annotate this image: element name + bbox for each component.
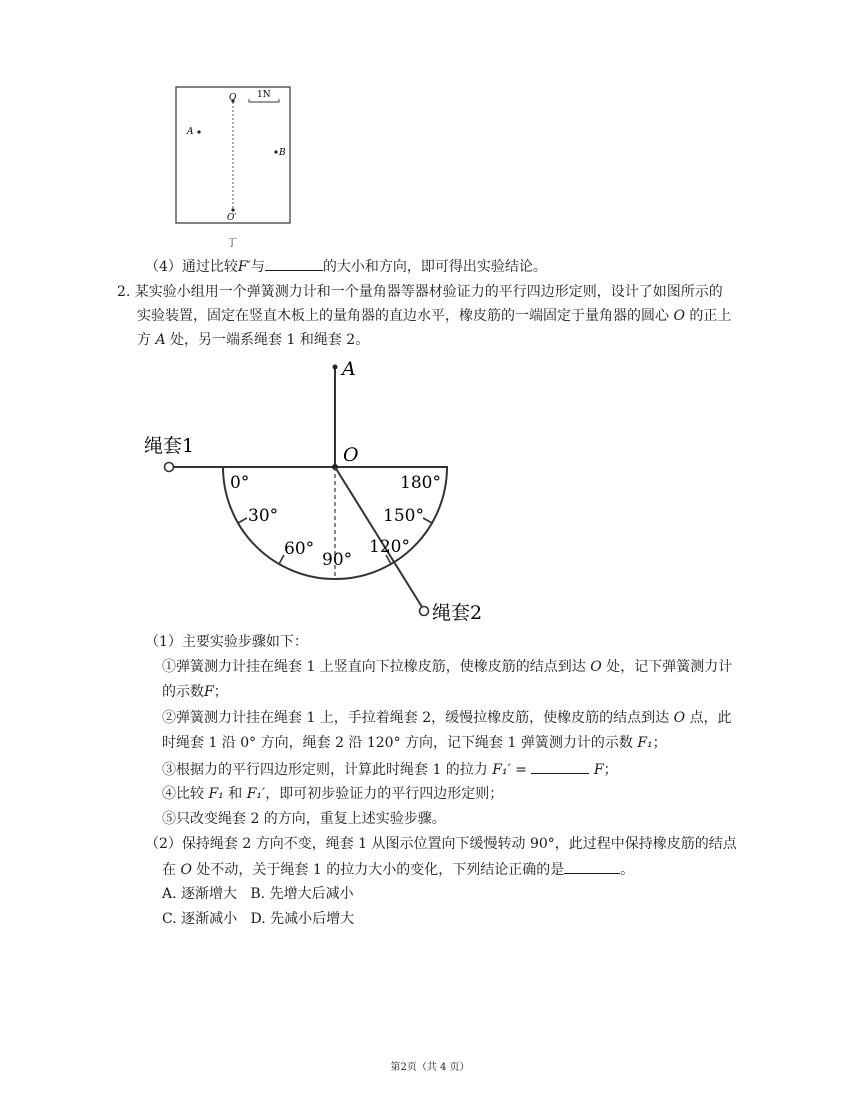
label-B: B	[279, 148, 286, 158]
scale-label: 1N	[257, 90, 271, 100]
symbol-F1: F₁	[637, 735, 653, 751]
tick-30	[238, 518, 247, 523]
symbol-O: O	[590, 659, 602, 675]
tick-150	[423, 518, 432, 523]
angle-120: 120°	[369, 537, 410, 557]
step2-line2	[162, 733, 667, 753]
rope1-ring	[165, 463, 174, 472]
q2-intro-line2-a: 实验装置，固定在竖直木板上的量角器的直边水平，橡皮筋的一端固定于量角器的圆心	[137, 308, 669, 324]
symbol-F: F	[593, 762, 604, 778]
q2-intro-line3	[137, 330, 369, 350]
part2-text-b: 处不动，关于绳套 1 的拉力大小的变化，下列结论正确的是	[196, 862, 565, 878]
point-A	[197, 130, 200, 133]
symbol-O: O	[673, 710, 686, 726]
step1-line1	[162, 657, 732, 677]
step2-text-a: ②弹簧测力计挂在绳套 1 上，手拉着绳套 2，缓慢拉橡皮筋，使橡皮筋的结点到达	[162, 710, 670, 726]
q2-intro-line3-a: 方	[137, 332, 151, 348]
answer-blank-2[interactable]	[531, 759, 589, 774]
symbol-F: F	[204, 684, 214, 700]
step3-end: ；	[603, 762, 618, 778]
rope1-label: 绳套1	[144, 435, 195, 457]
symbol-F-prime: F′	[237, 259, 251, 275]
symbol-F1: F₁	[208, 786, 224, 802]
step4-and: 和	[228, 786, 243, 802]
step1-end: ；	[213, 684, 228, 700]
q1-part4-text-after: 的大小和方向，即可得出实验结论。	[322, 259, 547, 275]
step4-text-b: ，即可初步验证力的平行四边形定则；	[265, 786, 504, 802]
step2-end: ；	[652, 735, 667, 751]
angle-30: 30°	[248, 506, 279, 526]
q1-part4-text-mid: 与	[250, 259, 265, 275]
step3	[162, 759, 618, 780]
step4	[162, 784, 503, 804]
point-B	[274, 150, 277, 153]
figure-ding	[170, 82, 300, 252]
protractor-drawing	[140, 355, 510, 630]
step2-line1	[162, 708, 732, 728]
figure-ding-drawing	[170, 82, 300, 252]
page-footer: 第2页（共 4 页）	[390, 1062, 470, 1073]
part2-line2	[162, 859, 634, 880]
step1-text-b: 处，记下弹簧测力计	[606, 659, 733, 675]
step1-text-c: 的示数	[162, 684, 204, 700]
option-b[interactable]: B. 先增大后减小	[250, 886, 354, 902]
label-O: O	[343, 444, 359, 466]
options-row2	[162, 909, 354, 929]
rope2-ring	[420, 607, 429, 616]
step2-text-c: 时绳套 1 沿 0° 方向，绳套 2 沿 120° 方向，记下绳套 1 弹簧测力计的示数	[162, 735, 633, 751]
answer-blank-1[interactable]	[265, 256, 323, 271]
option-a[interactable]: A. 逐渐增大	[162, 886, 238, 902]
angle-180: 180°	[400, 473, 441, 493]
q2-intro-line2-b: 的正上	[689, 308, 732, 324]
label-A: A	[187, 127, 194, 137]
option-c[interactable]: C. 逐渐减小	[162, 911, 238, 927]
angle-0: 0°	[230, 473, 250, 493]
point-O-prime	[231, 208, 234, 211]
symbol-F1-prime: F₁′	[246, 786, 266, 802]
q1-part4	[145, 256, 547, 277]
label-O: O	[229, 93, 237, 103]
angle-60: 60°	[284, 539, 315, 559]
options-row1	[162, 884, 354, 904]
angle-90: 90°	[322, 550, 353, 570]
symbol-A: A	[155, 332, 166, 348]
step3-equals: =	[515, 762, 527, 778]
step5: ⑤只改变绳套 2 的方向，重复上述实验步骤。	[162, 811, 446, 827]
rope2-label: 绳套2	[432, 602, 483, 624]
label-O-prime: O′	[227, 213, 237, 223]
q1-part4-text-before: （4）通过比较	[145, 259, 238, 275]
step3-text-a: ③根据力的平行四边形定则，计算此时绳套 1 的拉力	[162, 762, 488, 778]
q2-intro-line1: 2. 某实验小组用一个弹簧测力计和一个量角器等器材验证力的平行四边形定则，设计了如图所示的	[117, 284, 723, 300]
symbol-O: O	[180, 862, 192, 878]
q2-intro-line2	[137, 306, 731, 326]
option-d[interactable]: D. 先减小后增大	[250, 911, 355, 927]
part2-line1: （2）保持绳套 2 方向不变，绳套 1 从图示位置向下缓慢转动 90°，此过程中保持橡皮筋的结点	[145, 836, 737, 852]
step1-text-a: ①弹簧测力计挂在绳套 1 上竖直向下拉橡皮筋，使橡皮筋的结点到达	[162, 659, 586, 675]
figure-caption: 丁	[227, 238, 237, 249]
part2-end: 。	[620, 862, 635, 878]
protractor-figure	[140, 355, 510, 630]
part1-heading: （1）主要实验步骤如下：	[145, 634, 308, 650]
label-A: A	[342, 358, 356, 380]
part2-text-a: 在	[162, 862, 176, 878]
symbol-O: O	[673, 308, 685, 324]
angle-150: 150°	[383, 506, 424, 526]
point-A	[333, 365, 338, 370]
step2-text-b: 点，此	[689, 710, 732, 726]
step4-text-a: ④比较	[162, 786, 204, 802]
q2-intro-line3-b: 处，另一端系绳套 1 和绳套 2。	[170, 332, 370, 348]
answer-blank-3[interactable]	[564, 859, 620, 874]
step1-line2	[162, 682, 228, 702]
symbol-F1-prime: F₁′	[492, 762, 511, 778]
